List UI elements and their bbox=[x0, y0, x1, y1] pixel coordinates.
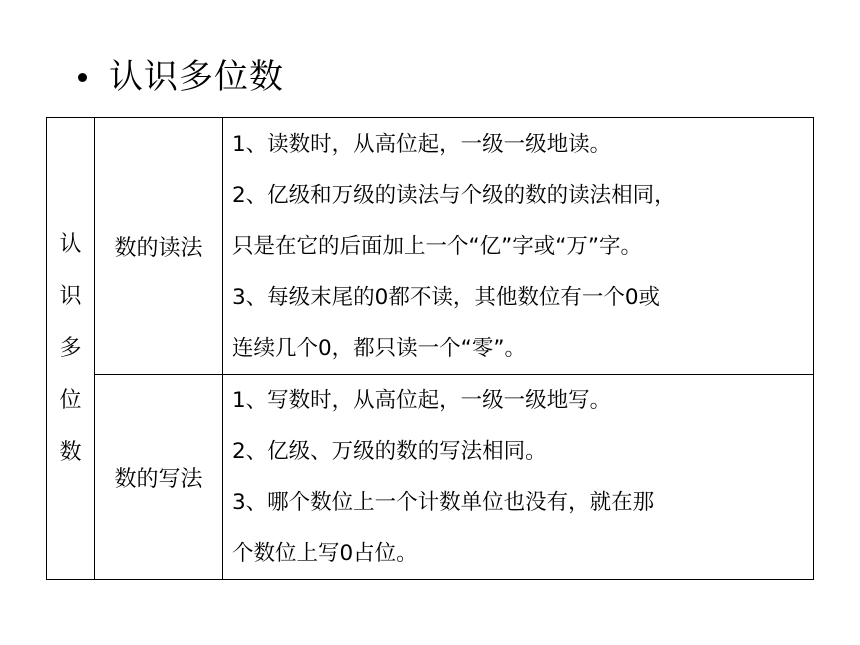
topic-char: 数 bbox=[59, 439, 82, 465]
table-row bbox=[47, 118, 814, 375]
rule-line: 个数位上写0占位。 bbox=[232, 541, 418, 566]
rule-line: 3、每级末尾的0都不读，其他数位有一个0或 bbox=[232, 284, 661, 310]
category-reading: 数的读法 bbox=[95, 118, 223, 375]
rule-line: 1、读数时，从高位起，一级一级地读。 bbox=[232, 131, 612, 157]
slide-heading bbox=[78, 52, 284, 102]
topic-char: 认 bbox=[59, 231, 82, 257]
topic-cell bbox=[47, 118, 95, 580]
topic-char: 多 bbox=[59, 335, 82, 361]
rule-line: 2、亿级和万级的读法与个级的数的读法相同， bbox=[232, 182, 676, 208]
rules-reading bbox=[223, 118, 814, 375]
summary-table bbox=[46, 117, 814, 580]
topic-char: 位 bbox=[59, 387, 82, 413]
bullet-icon bbox=[78, 73, 87, 82]
rule-line: 1、写数时，从高位起，一级一级地写。 bbox=[232, 388, 612, 413]
heading-title: 认识多位数 bbox=[109, 57, 284, 97]
category-writing: 数的写法 bbox=[95, 375, 223, 580]
rules-writing bbox=[223, 375, 814, 580]
rule-line: 2、亿级、万级的数的写法相同。 bbox=[232, 439, 547, 464]
rule-line: 连续几个0，都只读一个“零”。 bbox=[232, 335, 526, 361]
topic-char: 识 bbox=[59, 283, 82, 309]
rule-line: 只是在它的后面加上一个“亿”字或“万”字。 bbox=[232, 233, 643, 259]
rule-line: 3、哪个数位上一个计数单位也没有，就在那 bbox=[232, 490, 655, 515]
table-row bbox=[47, 375, 814, 580]
